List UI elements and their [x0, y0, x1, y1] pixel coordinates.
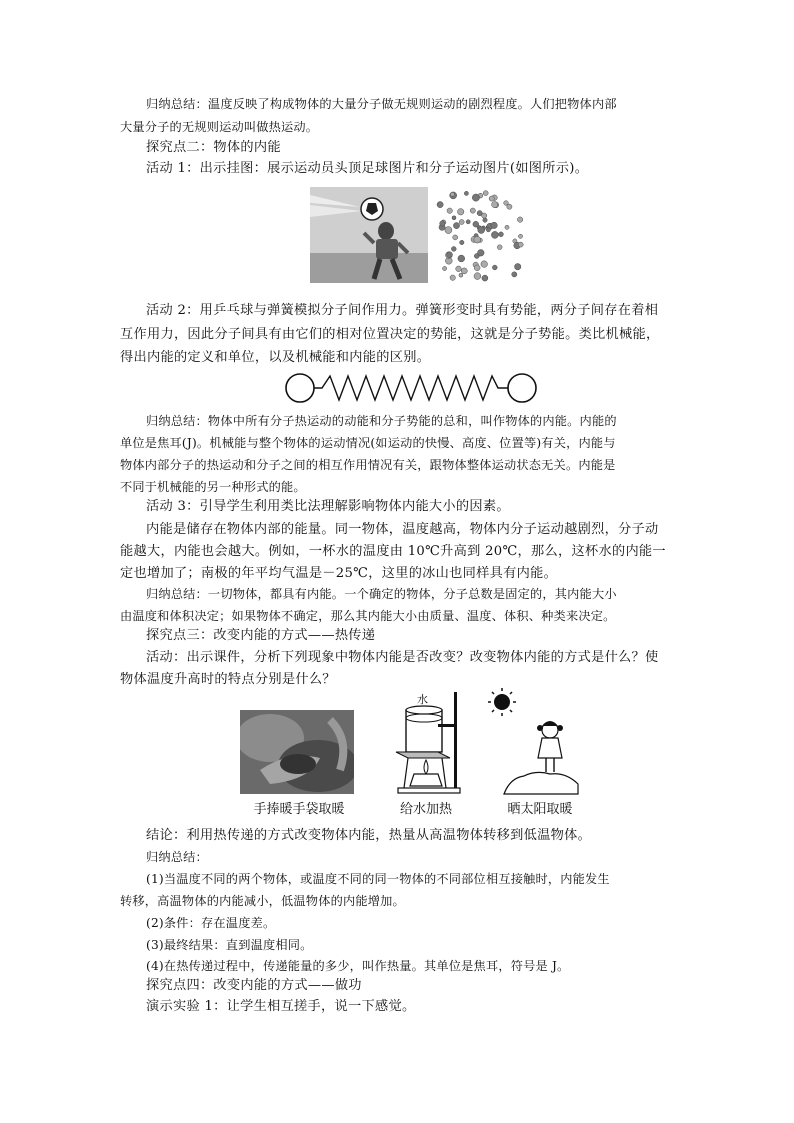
text-line: 活动：出示课件，分析下列现象中物体内能是否改变？改变物体内能的方式是什么？使: [146, 650, 659, 665]
molecule-dot: [466, 220, 470, 224]
molecule-dots-figure: [434, 187, 528, 283]
text-line: 活动 3：引导学生利用类比法理解影响物体内能大小的因素。: [146, 499, 510, 514]
molecule-dot: [472, 194, 479, 201]
text-line: 物体温度升高时的特点分别是什么？: [120, 672, 336, 687]
molecule-dot: [459, 220, 464, 225]
section-heading: 探究点四：改变内能的方式——做功: [146, 978, 362, 993]
text-line: 互作用力，因此分子间具有由它们的相对位置决定的势能，这就是分子势能。类比机械能，: [120, 327, 660, 342]
molecule-dot: [482, 213, 487, 218]
molecule-dot: [450, 192, 454, 196]
section-heading: 探究点三：改变内能的方式——热传递: [146, 628, 376, 643]
molecule-dot: [517, 217, 522, 222]
text-line: 归纳总结：一切物体，都具有内能。一个确定的物体，分子总数是固定的，其内能大小: [146, 587, 617, 601]
figure-caption: 手捧暖手袋取暖: [253, 802, 345, 817]
molecule-dot: [491, 222, 497, 228]
molecule-dot: [497, 245, 502, 250]
molecule-dot: [486, 228, 490, 232]
molecule-dot: [445, 227, 452, 234]
molecule-dot: [453, 235, 458, 240]
molecule-dot: [483, 218, 487, 222]
molecule-dot: [482, 275, 488, 281]
text-line: 转移，高温物体的内能减小，低温物体的内能增加。: [120, 894, 405, 908]
molecule-dot: [505, 225, 509, 229]
molecule-dot: [489, 196, 494, 201]
molecule-dot: [478, 227, 485, 234]
molecule-dot: [474, 273, 481, 280]
water-heating-apparatus: [392, 688, 464, 796]
molecule-dot: [452, 216, 456, 220]
ball-spring-figure: [282, 370, 542, 406]
text-line: 结论：利用热传递的方式改变物体内能，热量从高温物体转移到低温物体。: [146, 828, 592, 843]
molecule-dot: [461, 268, 467, 274]
molecule-dot: [447, 208, 452, 213]
molecule-dot: [459, 273, 463, 277]
molecule-dot: [473, 221, 479, 227]
text-line: 归纳总结：: [146, 850, 208, 864]
molecule-dot: [464, 191, 468, 195]
molecule-dot: [440, 221, 445, 226]
sunbathing-illustration: [484, 686, 580, 796]
figure-caption: 晒太阳取暖: [507, 802, 573, 817]
text-line: 演示实验 1：让学生相互搓手，说一下感觉。: [146, 999, 416, 1014]
molecule-dot: [453, 223, 459, 229]
text-line: 得出内能的定义和单位，以及机械能和内能的区别。: [120, 350, 431, 365]
molecule-dot: [507, 204, 512, 209]
molecule-dot: [460, 240, 464, 244]
hand-warmer-photo: [240, 710, 354, 794]
molecule-dot: [458, 255, 465, 262]
text-line: 定也增加了；南极的年平均气温是－25℃，这里的冰山也同样具有内能。: [120, 566, 558, 581]
molecule-dot: [451, 247, 456, 252]
molecule-dot: [447, 252, 453, 258]
text-line: 归纳总结：物体中所有分子热运动的动能和分子势能的总和，叫作物体的内能。内能的: [146, 414, 617, 428]
molecule-dot: [450, 275, 455, 280]
text-line: 内能是储存在物体内部的能量。同一物体，温度越高，物体内分子运动越剧烈，分子动: [146, 522, 659, 537]
text-line: 活动 1：出示挂图：展示运动员头顶足球图片和分子运动图片(如图所示)。: [146, 161, 589, 176]
molecule-dot: [512, 272, 517, 277]
molecule-dot: [478, 250, 485, 257]
figure-caption: 给水加热: [399, 802, 452, 817]
text-line: 归纳总结：温度反映了构成物体的大量分子做无规则运动的剧烈程度。人们把物体内部: [146, 97, 617, 111]
section-heading: 探究点二：物体的内能: [146, 140, 281, 155]
molecule-dot: [437, 202, 443, 208]
beaker-label: 水: [417, 693, 428, 706]
text-line: 单位是焦耳(J)。机械能与整个物体的运动情况(如运动的快慢、高度、位置等)有关，内能与: [120, 436, 616, 450]
molecule-dot: [518, 234, 522, 238]
molecule-dot: [499, 232, 504, 237]
molecule-dot: [515, 264, 521, 270]
molecule-dot: [456, 266, 462, 272]
text-line: 能越大，内能也会越大。例如，一杯水的温度由 10℃升高到 20℃，那么，这杯水的内能一: [120, 544, 666, 559]
molecule-dot: [443, 266, 447, 270]
molecule-dot: [474, 236, 481, 243]
text-line: 活动 2：用乒乓球与弹簧模拟分子间作用力。弹簧形变时具有势能，两分子间存在着相: [146, 303, 659, 318]
text-line: (3)最终结果：直到温度相同。: [146, 938, 313, 952]
molecule-dot: [518, 242, 523, 247]
molecule-dot: [481, 261, 488, 268]
text-line: 物体内部分子的热运动和分子之间的相互作用情况有关，跟物体整体运动状态无关。内能是: [120, 458, 616, 472]
molecule-dot: [483, 191, 488, 196]
text-line: (4)在热传递过程中，传递能量的多少，叫作热量。其单位是焦耳，符号是 J。: [146, 959, 570, 973]
molecule-dot: [474, 265, 480, 271]
molecule-dot: [458, 209, 464, 215]
molecule-dot: [491, 231, 498, 238]
text-line: 大量分子的无规则运动叫做热运动。: [120, 120, 319, 134]
text-line: (1)当温度不同的两个物体，或温度不同的同一物体的不同部位相互接触时，内能发生: [146, 872, 610, 886]
molecule-dot: [492, 202, 498, 208]
molecule-dot: [492, 265, 497, 270]
soccer-header-figure: [310, 187, 428, 283]
text-line: 不同于机械能的另一种形式的能。: [120, 480, 306, 494]
text-line: 由温度和体积决定；如果物体不确定，那么其内能大小由质量、温度、体积、种类来决定。: [120, 609, 616, 623]
molecule-dot: [470, 208, 475, 213]
text-line: (2)条件：存在温度差。: [146, 916, 276, 930]
